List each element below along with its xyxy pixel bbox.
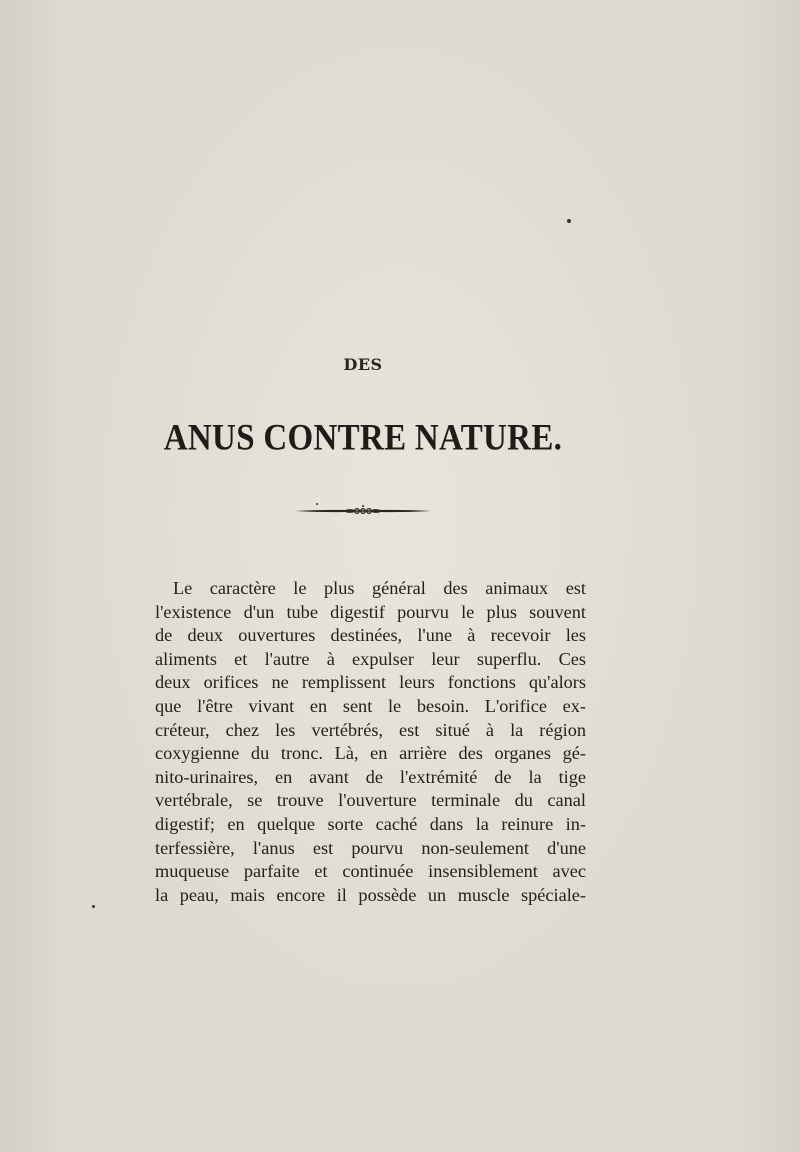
text-line: Le caractère le plus général des animaux est bbox=[173, 578, 586, 598]
text-line: aliments et l'autre à expulser leur superflu. Ces bbox=[155, 648, 586, 669]
text-line: terfessière, l'anus est pourvu non-seulement d'une bbox=[155, 837, 586, 858]
text-line: que l'être vivant en sent le besoin. L'orifice ex- bbox=[155, 695, 586, 716]
body-paragraph bbox=[155, 577, 586, 907]
paper-speck bbox=[92, 905, 95, 908]
text-line: nito-urinaires, en avant de l'extrémité de la tige bbox=[155, 766, 586, 787]
text-line: de deux ouvertures destinées, l'une à recevoir les bbox=[155, 625, 586, 646]
text-line: vertébrale, se trouve l'ouverture terminale du canal bbox=[155, 790, 586, 811]
text-line: créteur, chez les vertébrés, est situé à la région bbox=[155, 719, 586, 740]
paper-speck bbox=[316, 503, 318, 505]
pre-title: DES bbox=[343, 355, 383, 374]
text-line: la peau, mais encore il possède un muscle spéciale- bbox=[155, 884, 586, 905]
text-line: muqueuse parfaite et continuée insensiblement avec bbox=[155, 861, 586, 882]
text-line: deux orifices ne remplissent leurs fonctions qu'alors bbox=[155, 672, 586, 693]
text-line: coxygienne du tronc. Là, en arrière des organes gé- bbox=[155, 743, 586, 764]
text-line: l'existence d'un tube digestif pourvu le plus souvent bbox=[155, 601, 586, 622]
ornament-divider-icon bbox=[295, 504, 431, 518]
chapter-title: ANUS CONTRE NATURE. bbox=[163, 418, 563, 459]
paper-speck bbox=[567, 219, 571, 223]
text-line: digestif; en quelque sorte caché dans la reinure in- bbox=[155, 813, 586, 834]
